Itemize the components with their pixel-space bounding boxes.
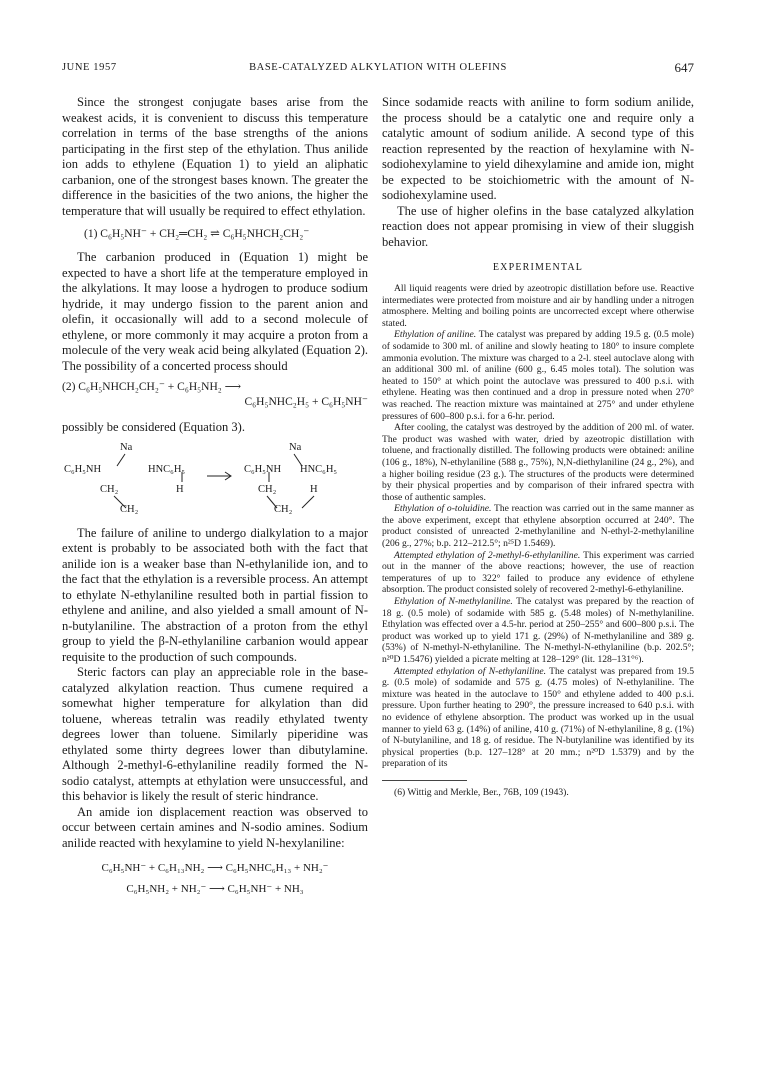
paragraph-base-strength: Since the strongest conjugate bases arise from the weakest acids, it is convenient to discuss this temperature correlation in terms of the base strengths of the anions participating in the first step of the ethylation. Thus anilide ion adds to ethylene (Equation 1) to yield an aliphatic carbanion, one of the strongest bases known. The greater the difference in the basicities of the two anions, the higher the temperature that will usually be required to effect ethylation.: [62, 95, 368, 218]
page-number: 647: [674, 60, 694, 75]
paragraph-higher-olefins: The use of higher olefins in the base catalyzed alkylation reaction does not appear promising in view of their sluggish behavior.: [382, 203, 694, 249]
left-column: [62, 95, 368, 897]
footnote-rule: [382, 780, 467, 781]
paragraph-dialkylation: The failure of aniline to undergo dialkylation to a major extent is probably to be associated both with the fact that anilide ion is a weaker base than N-ethylanilide ion, and to the fact that the ethylation is a reversible process. An attempt to ethylate N-ethylaniline resulted both in partial fission to ethylene and aniline, and also yielded a small amount of N-n-butylaniline. The abstraction of a proton from the ethyl group to yield the β-N-ethylaniline carbanion would appear requisite to the production of such compounds.: [62, 525, 368, 664]
paragraph-displacement: An amide ion displacement reaction was observed to occur between certain amines and N-sodio amines. Sodium anilide reacted with hexylamine to yield N-hexylaniline:: [62, 804, 368, 850]
equation-displacement-2: C₆H₅NH₂ + NH₂⁻ ⟶ C₆H₅NH⁻ + NH₃: [126, 883, 304, 895]
sodium-label: Na: [289, 441, 302, 453]
equation-2-line-1: (2) C₆H₅NHCH₂CH₂⁻ + C₆H₅NH₂ ⟶: [62, 381, 242, 393]
paragraph-sodamide: Since sodamide reacts with aniline to form sodium anilide, the process should be a catalytic one and require only a catalytic amount of sodium anilide. A second type of this reaction represented by the reaction of hexylamine with N-sodiohexylamine to yield dihexylamine and amide ion, might be expected to be stoichiometric with the amount of N-sodiohexylamine used.: [382, 95, 694, 202]
methylene-label: CH₂: [120, 503, 139, 515]
running-header: [62, 62, 694, 78]
experimental-ethylation-n-ethylaniline: Attempted ethylation of N-ethylaniline. The catalyst was prepared from 19.5 g. (0.5 mole) of sodamide and 575 g. (4.75 moles) of N-ethylaniline. The mixture was heated in the autoclave to 150° and ethylene added to 400 p.s.i. pressure. Upon further heating to 290°, the pressure increased to 640 p.s.i. with no evidence of ethylene absorption. The product was worked up in the usual manner to yield 63 g. (14%) of aniline, 410 g. (71%) of N-ethylaniline, 8 g. (1%) of N-butylaniline, and 18 g. of residue. The N-butylaniline was identified by its physical properties (b.p. 127–128° at 20 mm.; n²⁰D 1.5379) and by the preparation of its: [382, 665, 694, 770]
paragraph-concerted: possibly be considered (Equation 3).: [62, 420, 245, 434]
issue-date: JUNE 1957: [62, 62, 117, 73]
right-column: [382, 95, 694, 799]
aniline-label: HNC₆H₅: [300, 463, 338, 475]
equation-3-structure: [62, 442, 368, 520]
footnote: (6) Wittig and Merkle, Ber., 76B, 109 (1943).: [394, 786, 569, 798]
subsection-title: Attempted ethylation of N-ethylaniline.: [394, 665, 547, 677]
experimental-ethylation-aniline: Ethylation of aniline. The catalyst was prepared by adding 19.5 g. (0.5 mole) of sodamide to 300 ml. of aniline and slowly heating to 180° to insure complete ammonia evolution. The mixture was charged to a 2-l. steel autoclave along with an additional 300 ml. of aniline (600 g., 6.45 moles total). The solution was heated to 150° at which point the autoclave was pressured to 400 p.s.i. with ethylene. Heating was then continued and a drop in pressure noted when 270° was reached. The reaction mixture was maintained at 275° and under ethylene pressures of 600–800 p.s.i. for a 6-hr. period.: [382, 329, 694, 422]
experimental-methyl-ethylaniline: Attempted ethylation of 2-methyl-6-ethylaniline. This experiment was carried out in the manner of the above reactions; however, the use of reaction temperatures of up to 322° failed to produce any evidence of ethylene absorption. The product consisted solely of recovered 2-methyl-6-ethylaniline.: [382, 549, 694, 596]
paragraph-carbanion: The carbanion produced in (Equation 1) might be expected to have a short life at the temperature employed in the alkylations. It may loose a hydrogen to produce sodium hydride, it may undergo fission to the parent anion and olefin, it occasionally will add to a second molecule of ethylene, or more commonly it may acquire a proton from a molecule of the very weak acid being alkylated (Equation 2). The possibility of a concerted process should: [62, 250, 368, 373]
methylene-label: CH₂: [100, 483, 119, 495]
experimental-ethylation-n-methylaniline: Ethylation of N-methylaniline. The catalyst was prepared by the reaction of 18 g. (0.5 mole) of sodamide with 585 g. (5.48 moles) of N-methylaniline. Ethylation was effected over a 4.5-hr. period at 250–255° and 600–800 p.s.i. The product was worked up to yield 171 g. (29%) of N-methylaniline and 389 g. (53%) of N-methyl-N-ethylaniline. The N-methyl-N-ethylaniline (b.p. 202.5°; n²⁰D 1.5476) yielded a picrate melting at 128–129° (lit. 128–131°⁶).: [382, 596, 695, 665]
hydrogen-label: H: [176, 483, 184, 495]
section-heading-experimental: EXPERIMENTAL: [492, 262, 584, 273]
experimental-workup: After cooling, the catalyst was destroyed by the addition of 200 ml. of water. The product was washed with water, dried by azeotropic distillation with toluene, and fractionally distilled. The following products were obtained: aniline (106 g., 18%), N-ethylaniline (588 g., 75%), N,N-diethylaniline (24 g., 2%), and a higher boiling residue (23 g.). The structures of the products were determined by their physical properties and by comparison of their infrared spectra with those of authentic samples.: [382, 422, 694, 503]
methylene-label: CH₂: [274, 503, 293, 515]
paragraph-steric: Steric factors can play an appreciable role in the base-catalyzed alkylation reaction. Thus cumene required a somewhat higher temperature for alkylation than did toluene, whereas tetralin was readily ethylated twenty degrees lower than toluene. Similarly piperidine was ethylated some thirty degrees lower than dibutylamine. Although 2-methyl-6-ethylaniline readily formed the N-sodio catalyst, attempts at ethylation were unsuccessful, and this behavior is likely the result of steric hindrance.: [62, 665, 368, 803]
hydrogen-label: H: [310, 483, 318, 495]
subsection-title: Ethylation of N-methylaniline.: [394, 596, 513, 608]
experimental-general: All liquid reagents were dried by azeotropic distillation before use. Reactive intermediates were protected from moisture and air by handling under a nitrogen atmosphere. Melting and boiling points are uncorrected except where otherwise stated.: [382, 283, 694, 329]
aniline-label: C₆H₅NH: [244, 463, 282, 475]
subsection-title: Attempted ethylation of 2-methyl-6-ethylaniline.: [394, 549, 581, 561]
running-title: BASE-CATALYZED ALKYLATION WITH OLEFINS: [249, 62, 507, 73]
subsection-title: Ethylation of o-toluidine.: [394, 503, 492, 515]
aniline-label: HNC₆H₅: [148, 463, 186, 475]
subsection-title: Ethylation of aniline.: [394, 329, 477, 341]
methylene-label: CH₂: [258, 483, 277, 495]
sodium-label: Na: [120, 441, 133, 453]
equation-2-line-2: C₆H₅NHC₂H₅ + C₆H₅NH⁻: [244, 396, 368, 408]
structure-bonds: [62, 442, 368, 520]
equation-displacement-1: C₆H₅NH⁻ + C₆H₁₃NH₂ ⟶ C₆H₅NHC₆H₁₃ + NH₂⁻: [101, 862, 329, 874]
experimental-ethylation-toluidine: Ethylation of o-toluidine. The reaction was carried out in the same manner as the above experiment, except that ethylene absorption occurred at 240°. The product consisted of unreacted 2-methylaniline and N-ethyl-2-methylaniline (206 g., 27%; b.p. 212–212.5°; n²⁵D 1.5469).: [382, 503, 694, 550]
equation-1: (1) C₆H₅NH⁻ + CH₂═CH₂ ⇌ C₆H₅NHCH₂CH₂⁻: [84, 228, 310, 240]
anilide-label: C₆H₅NH: [64, 463, 102, 475]
